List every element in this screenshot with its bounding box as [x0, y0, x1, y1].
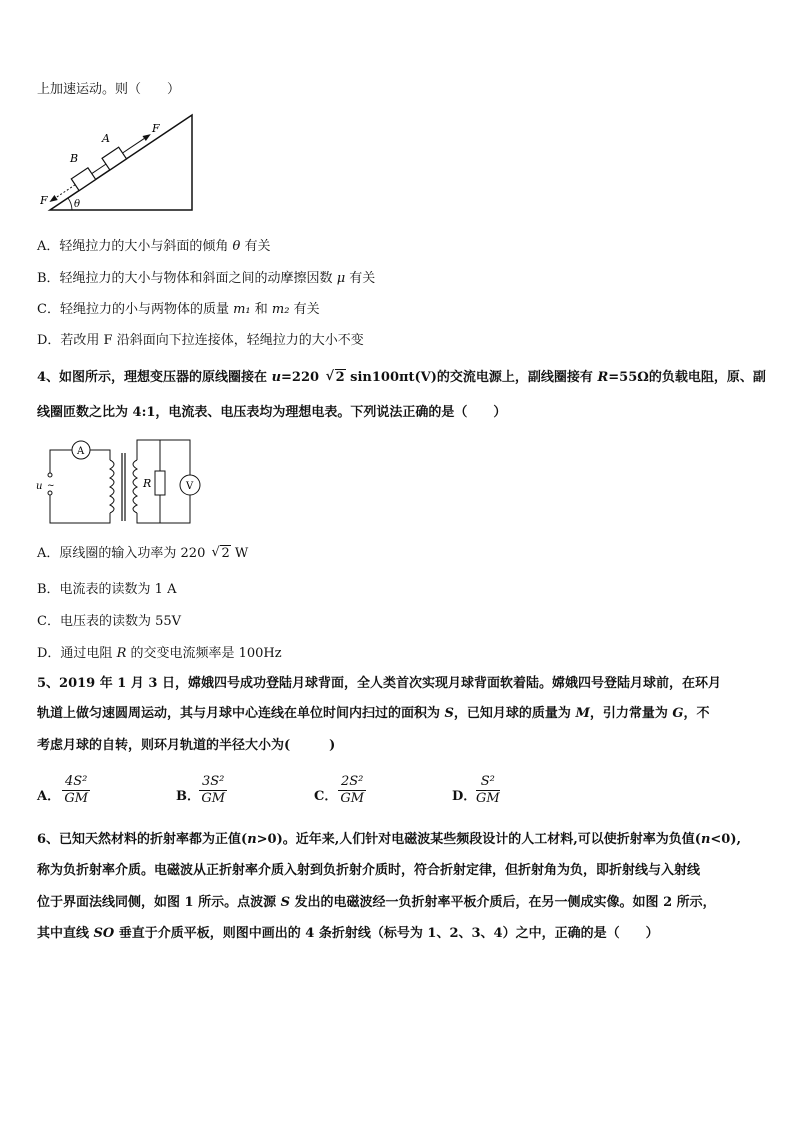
q6-stem-line2: 称为负折射率介质。电磁波从正折射率介质入射到负折射介质时，符合折射定律，但折射角为负，即折射线与入射线 — [37, 863, 701, 878]
q3-option-A: A．轻绳拉力的大小与斜面的倾角 θ 有关 — [37, 239, 271, 254]
source-u: u — [36, 481, 43, 492]
label-A: A — [102, 132, 110, 145]
q4-option-B: B．电流表的读数为 1 A — [37, 582, 177, 597]
q3-option-C: C．轻绳拉力的小与两物体的质量 m₁ 和 m₂ 有关 — [37, 302, 320, 317]
label-F-bottom: F — [40, 194, 48, 207]
block-B — [71, 168, 95, 191]
q4-stem-line2: 线圈匝数之比为 4:1，电流表、电压表均为理想电表。下列说法正确的是（ ） — [37, 405, 507, 420]
source-tilde: ~ — [47, 481, 55, 491]
q3-option-B: B．轻绳拉力的大小与物体和斜面之间的动摩擦因数 μ 有关 — [37, 271, 376, 286]
q6-stem-line1: 6、已知天然材料的折射率都为正值(n>0)。近年来,人们针对电磁波某些频段设计的人工材料,可以使折射率为负值(n<0), — [37, 832, 742, 847]
label-theta: θ — [74, 199, 81, 210]
label-F-top: F — [152, 122, 160, 135]
q5-stem-line3: 考虑月球的自转，则环月轨道的半径大小为( ) — [37, 738, 336, 753]
q5-stem-line2: 轨道上做匀速圆周运动，其与月球中心连线在单位时间内扫过的面积为 S，已知月球的质量为 M，引力常量为 G，不 — [37, 706, 710, 721]
resistor-label: R — [143, 477, 152, 490]
q4-stem-line1: 4、如图所示，理想变压器的原线圈接在 u=220 √ 2 sin100πt(V)的交流电源上，副线圈接有 R=55Ω的负载电阻，原、副 — [37, 369, 766, 387]
q5-stem-line1: 5、2019 年 1 月 3 日，嫦娥四号成功登陆月球背面，全人类首次实现月球背面软着陆。嫦娥四号登陆月球前，在环月 — [37, 676, 721, 691]
q3-stem-tail: 上加速运动。则（ ） — [37, 82, 181, 97]
q4-option-A: A．原线圈的输入功率为 220 √ 2 W — [37, 545, 248, 563]
svg-text:A: A — [77, 446, 85, 457]
svg-text:V: V — [186, 481, 194, 492]
q3-incline-figure — [40, 110, 200, 215]
resistor — [155, 471, 165, 495]
q6-stem-line3: 位于界面法线同侧，如图 1 所示。点波源 S 发出的电磁波经一负折射率平板介质后，在另一侧成实像。如图 2 所示， — [37, 895, 716, 910]
q3-option-D: D．若改用 F 沿斜面向下拉连接体，轻绳拉力的大小不变 — [37, 333, 364, 348]
q4-circuit-figure — [35, 435, 215, 527]
q4-option-D: D．通过电阻 R 的交变电流频率是 100Hz — [37, 646, 282, 661]
label-B: B — [70, 152, 79, 165]
block-A — [102, 147, 126, 170]
q6-stem-line4: 其中直线 SO 垂直于介质平板，则图中画出的 4 条折射线（标号为 1、2、3、4）之中，正确的是（ ） — [37, 926, 659, 941]
q4-option-C: C．电压表的读数为 55V — [37, 614, 182, 629]
